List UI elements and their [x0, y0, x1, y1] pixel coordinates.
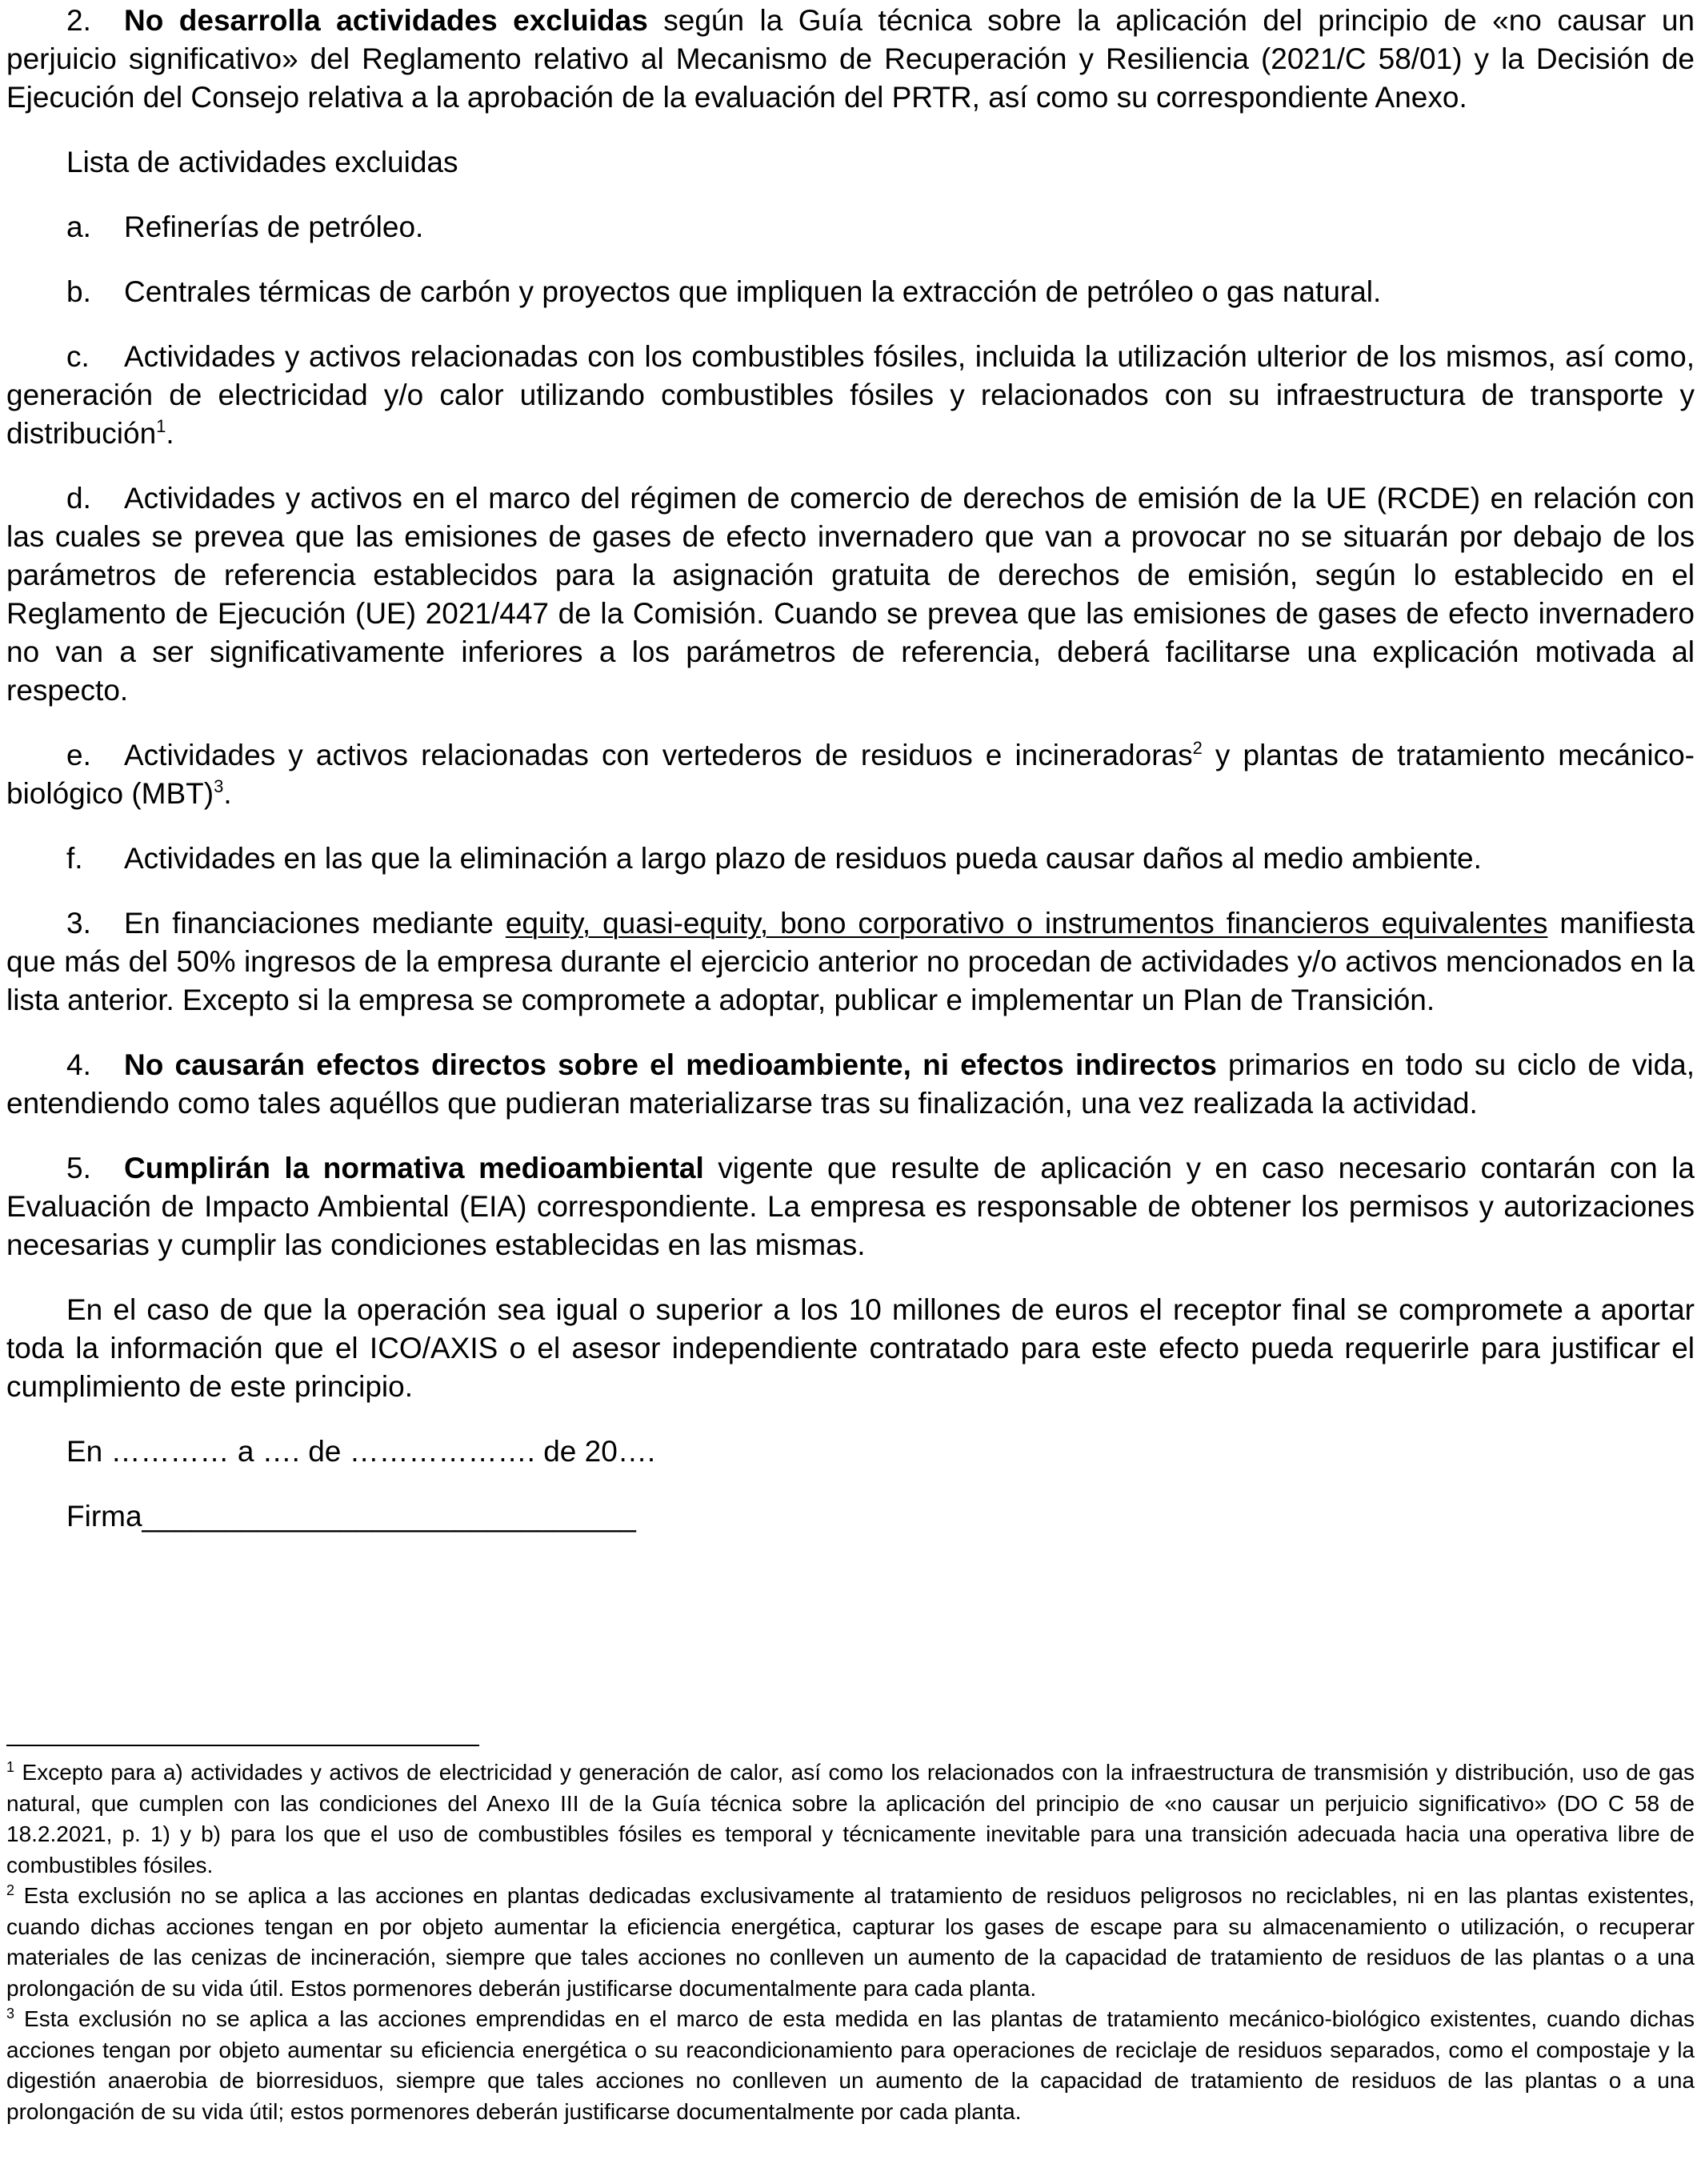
date-line: En ………… a …. de ………………. de 20…. — [66, 1435, 656, 1468]
item-number: 4. — [66, 1048, 91, 1081]
list-marker: d. — [66, 482, 91, 515]
item-text: según la Guía técnica sobre la aplicación del principio de «no causar un perjuicio significativo» del Reglamento relativo al Mecanismo de Recuperación y Resiliencia (2021/C 58/01) y la Decisión de Ejecución del Consejo relativa a la aprobación de la evaluación del PRTR, así como su correspondiente Anexo. — [6, 4, 1695, 114]
footnote-mark: 1 — [6, 1759, 15, 1775]
list-marker: a. — [66, 210, 91, 243]
list-item-f — [6, 840, 1695, 878]
bold-heading: Cumplirán la normativa medioambiental — [124, 1152, 704, 1184]
list-item-b — [6, 273, 1695, 311]
list-title: Lista de actividades excluidas — [66, 146, 458, 178]
punctuation: . — [166, 417, 174, 450]
footnote-ref[interactable]: 3 — [214, 776, 224, 796]
item-text: primarios en todo su ciclo de vida, entendiendo como tales aquéllos que pudieran materializarse tras su finalización, una vez realizada la actividad. — [6, 1048, 1695, 1120]
list-text: Actividades y activos relacionadas con vertederos de residuos e incineradoras — [124, 739, 1193, 771]
list-item-e — [6, 736, 1695, 813]
punctuation: . — [223, 777, 232, 810]
list-item-a — [6, 208, 1695, 246]
footnote-mark: 2 — [6, 1882, 15, 1898]
footnote-text: Esta exclusión no se aplica a las acciones en plantas dedicadas exclusivamente al tratamiento de residuos peligrosos no reciclables, ni en las plantas existentes, cuando dichas acciones tengan en por objeto aumentar la eficiencia energética, capturar los gases de escape para su almacenamiento o utilización, o recuperar materiales de las cenizas de incineración, siempre que tales acciones no conlleven un aumento de la capacidad de tratamiento de residuos de las plantas o a una prolongación de su vida útil. Estos pormenores deberán justificarse documentalmente para cada planta. — [6, 1883, 1695, 2001]
list-text: Actividades y activos relacionadas con los combustibles fósiles, incluida la utilización ulterior de los mismos, así como, generación de electricidad y/o calor utilizando combustibles fósiles y relacionados con su infraestructura de transporte y distribución — [6, 340, 1695, 450]
bold-heading: No causarán efectos directos sobre el medioambiente, ni efectos indirectos — [124, 1048, 1217, 1081]
underlined-text: equity, quasi-equity, bono corporativo o instrumentos financieros equivalentes — [505, 907, 1548, 940]
list-item-d — [6, 479, 1695, 710]
list-marker: f. — [66, 842, 83, 875]
item-2-paragraph — [6, 2, 1695, 117]
list-marker: c. — [66, 340, 90, 373]
item-text: manifiesta que más del 50% ingresos de la empresa durante el ejercicio anterior no procedan de actividades y/o activos mencionados en la lista anterior. Excepto si la empresa se compromete a adoptar, publicar e implementar un Plan de Transición. — [6, 907, 1695, 1016]
list-item-c — [6, 338, 1695, 453]
document-body — [6, 0, 1695, 1536]
list-text: Actividades y activos en el marco del régimen de comercio de derechos de emisión de la UE (RCDE) en relación con las cuales se prevea que las emisiones de gases de efecto invernadero que van a provocar no se situarán por debajo de los parámetros de referencia establecidos para la asignación gratuita de derechos de emisión, según lo establecido en el Reglamento de Ejecución (UE) 2021/447 de la Comisión. Cuando se prevea que las emisiones de gases de efecto invernadero no van a ser significativamente inferiores a los parámetros de referencia, deberá facilitarse una explicación motivada al respecto. — [6, 482, 1695, 707]
list-text: y plantas de tratamiento mecánico-biológico (MBT) — [6, 739, 1695, 810]
item-5-paragraph — [6, 1149, 1695, 1264]
footnotes — [6, 1757, 1695, 2127]
footnote-text: Esta exclusión no se aplica a las acciones emprendidas en el marco de esta medida en las plantas de tratamiento mecánico-biológico existentes, cuando dichas acciones tengan por objeto aumentar su eficiencia energética o su reacondicionamiento para operaciones de reciclaje de residuos separados, como el compostaje y la digestión anaerobia de biorresiduos, siempre que tales acciones no conlleven un aumento de la capacidad de tratamiento de residuos de las plantas o a una prolongación de su vida útil; estos pormenores deberán justificarse documentalmente por cada planta. — [6, 2006, 1695, 2124]
footnote-text: Excepto para a) actividades y activos de electricidad y generación de calor, así como los relacionados con la infraestructura de transmisión y distribución, uso de gas natural, que cumplen con las condiciones del Anexo III de la Guía técnica sobre la aplicación del principio de «no causar un perjuicio significativo» (DO C 58 de 18.2.2021, p. 1) y b) para los que el uso de combustibles fósiles es temporal y técnicamente inevitable para una transición adecuada hacia una operativa libre de combustibles fósiles. — [6, 1760, 1695, 1877]
item-number: 3. — [66, 907, 91, 940]
footnote-2 — [6, 1881, 1695, 2004]
footnote-3 — [6, 2004, 1695, 2127]
footnote-ref[interactable]: 1 — [156, 416, 166, 436]
bold-heading: No desarrolla actividades excluidas — [124, 4, 648, 37]
item-number: 5. — [66, 1152, 91, 1184]
footnote-1 — [6, 1757, 1695, 1881]
item-number: 2. — [66, 4, 91, 37]
item-text: En financiaciones mediante — [124, 907, 506, 940]
footnote-separator — [6, 1745, 479, 1746]
item-4-paragraph — [6, 1046, 1695, 1123]
closing-paragraph: En el caso de que la operación sea igual o superior a los 10 millones de euros el receptor final se compromete a aportar toda la información que el ICO/AXIS o el asesor independiente contratado para este efecto pueda requerirle para justificar el cumplimiento de este principio. — [6, 1293, 1695, 1403]
list-text: Actividades en las que la eliminación a largo plazo de residuos pueda causar daños al medio ambiente. — [124, 842, 1482, 875]
list-text: Centrales térmicas de carbón y proyectos que impliquen la extracción de petróleo o gas natural. — [124, 275, 1382, 308]
item-text: vigente que resulte de aplicación y en caso necesario contarán con la Evaluación de Impacto Ambiental (EIA) correspondiente. La empresa es responsable de obtener los permisos y autorizaciones necesarias y cumplir las condiciones establecidas en las mismas. — [6, 1152, 1695, 1261]
footnote-mark: 3 — [6, 2006, 15, 2022]
footnote-ref[interactable]: 2 — [1192, 738, 1203, 758]
item-3-paragraph — [6, 904, 1695, 1020]
list-marker: e. — [66, 739, 91, 771]
list-marker: b. — [66, 275, 91, 308]
list-text: Refinerías de petróleo. — [124, 210, 424, 243]
signature-line: Firma______________________________ — [66, 1500, 636, 1533]
